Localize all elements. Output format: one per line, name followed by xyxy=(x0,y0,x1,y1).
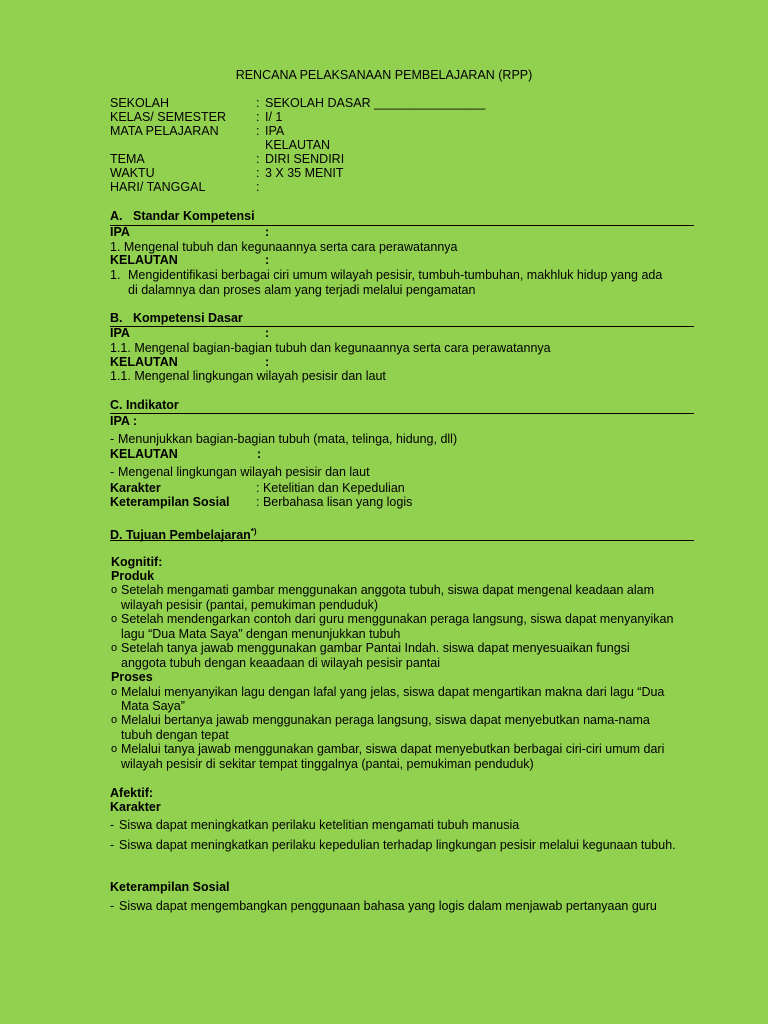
kd-ipa-item: 1.1. Mengenal bagian-bagian tubuh dan kegunaannya serta cara perawatannya xyxy=(110,341,551,355)
produk-item-3: Setelah tanya jawab menggunakan gambar Pantai Indah. siswa dapat menyesuaikan fungsi xyxy=(121,641,630,655)
proses-item-1-cont: Mata Saya” xyxy=(121,699,185,713)
kd-letter: B. xyxy=(110,311,123,325)
identity-label-kelas: KELAS/ SEMESTER xyxy=(110,110,227,124)
proses-label: Proses xyxy=(111,670,153,684)
sk-divider xyxy=(110,225,694,226)
sk-ipa-colon: : xyxy=(265,225,270,239)
kd-heading: Kompetensi Dasar xyxy=(133,311,243,325)
sk-ipa-label: IPA xyxy=(110,225,130,239)
afektif-label: Afektif: xyxy=(110,786,154,800)
produk-item-3-cont: anggota tubuh dengan keaadaan di wilayah pesisir pantai xyxy=(121,656,440,670)
identity-label-hari: HARI/ TANGGAL xyxy=(110,180,206,194)
dash-bullet: - xyxy=(110,465,115,479)
identity-value-tema: DIRI SENDIRI xyxy=(265,152,345,166)
circle-bullet-icon: o xyxy=(111,686,118,698)
identity-separator: : xyxy=(256,152,260,166)
kd-kelautan-colon: : xyxy=(265,355,270,369)
identity-label-mapel: MATA PELAJARAN xyxy=(110,124,219,138)
dash-bullet: - xyxy=(110,432,115,446)
indikator-ipa-label: IPA : xyxy=(110,414,138,428)
identity-label-sekolah: SEKOLAH xyxy=(110,96,170,110)
kd-kelautan-item: 1.1. Mengenal lingkungan wilayah pesisir dan laut xyxy=(110,369,386,383)
circle-bullet-icon: o xyxy=(111,714,118,726)
indikator-divider xyxy=(110,413,694,414)
proses-item-2: Melalui bertanya jawab menggunakan peraga langsung, siswa dapat menyebutkan nama-nama xyxy=(121,713,650,727)
circle-bullet-icon: o xyxy=(111,743,118,755)
identity-separator: : xyxy=(256,124,260,138)
sk-kelautan-label: KELAUTAN xyxy=(110,253,178,267)
kd-kelautan-label: KELAUTAN xyxy=(110,355,178,369)
identity-label-tema: TEMA xyxy=(110,152,145,166)
sk-kelautan-item-cont: di dalamnya dan proses alam yang terjadi melalui pengamatan xyxy=(128,283,476,297)
identity-value-kelas: I/ 1 xyxy=(265,110,283,124)
indikator-kelautan-colon: : xyxy=(257,447,262,461)
indikator-kelautan-item: Mengenal lingkungan wilayah pesisir dan laut xyxy=(118,465,370,479)
produk-item-2-cont: lagu “Dua Mata Saya” dengan menunjukkan tubuh xyxy=(121,627,401,641)
produk-item-1: Setelah mengamati gambar menggunakan anggota tubuh, siswa dapat mengenal keadaan alam xyxy=(121,583,655,597)
identity-value-mapel-2: KELAUTAN xyxy=(265,138,331,152)
identity-label-waktu: WAKTU xyxy=(110,166,155,180)
produk-item-1-cont: wilayah pesisir (pantai, pemukiman penduduk) xyxy=(121,598,379,612)
indikator-ks-label: Keterampilan Sosial xyxy=(110,495,230,509)
indikator-karakter-value: : Ketelitian dan Kepedulian xyxy=(256,481,405,495)
proses-item-3: Melalui tanya jawab menggunakan gambar, siswa dapat menyebutkan berbagai ciri-ciri umum dari xyxy=(121,742,665,756)
kd-ipa-colon: : xyxy=(265,326,270,340)
identity-value-waktu: 3 X 35 MENIT xyxy=(265,166,344,180)
sk-kelautan-item: Mengidentifikasi berbagai ciri umum wilayah pesisir, tumbuh-tumbuhan, makhluk hidup yang ada xyxy=(128,268,663,282)
sk-letter: A. xyxy=(110,209,123,223)
sk-heading: Standar Kompetensi xyxy=(133,209,255,223)
circle-bullet-icon: o xyxy=(111,613,118,625)
indikator-ks-value: : Berbahasa lisan yang logis xyxy=(256,495,413,509)
kd-divider xyxy=(110,326,694,327)
tujuan-divider xyxy=(110,540,694,541)
ks-item: Siswa dapat mengembangkan penggunaan bahasa yang logis dalam menjawab pertanyaan guru xyxy=(119,899,657,913)
identity-value-sekolah: SEKOLAH DASAR ________________ xyxy=(265,96,486,110)
kd-ipa-label: IPA xyxy=(110,326,130,340)
tujuan-heading-sup: *) xyxy=(250,527,257,536)
kognitif-label: Kognitif: xyxy=(111,555,163,569)
sk-kelautan-num: 1. xyxy=(110,268,121,282)
produk-label: Produk xyxy=(111,569,155,583)
indikator-kelautan-label: KELAUTAN xyxy=(110,447,178,461)
ks-label: Keterampilan Sosial xyxy=(110,880,230,894)
dash-bullet: - xyxy=(110,838,115,852)
proses-item-3-cont: wilayah pesisir di sekitar tempat tinggalnya (pantai, pemukiman penduduk) xyxy=(121,757,534,771)
produk-item-2: Setelah mendengarkan contoh dari guru menggunakan peraga langsung, siswa dapat menyanyikan xyxy=(121,612,674,626)
indikator-karakter-label: Karakter xyxy=(110,481,161,495)
circle-bullet-icon: o xyxy=(111,584,118,596)
karakter-label: Karakter xyxy=(110,800,161,814)
circle-bullet-icon: o xyxy=(111,642,118,654)
identity-separator: : xyxy=(256,166,260,180)
tujuan-heading-text: D. Tujuan Pembelajaran xyxy=(110,528,251,543)
identity-separator: : xyxy=(256,180,260,194)
indikator-ipa-item: Menunjukkan bagian-bagian tubuh (mata, telinga, hidung, dll) xyxy=(118,432,458,446)
indikator-heading: C. Indikator xyxy=(110,398,179,412)
karakter-item-1: Siswa dapat meningkatkan perilaku ketelitian mengamati tubuh manusia xyxy=(119,818,520,832)
identity-value-mapel: IPA xyxy=(265,124,285,138)
identity-separator: : xyxy=(256,110,260,124)
dash-bullet: - xyxy=(110,818,115,832)
karakter-item-2: Siswa dapat meningkatkan perilaku kepedulian terhadap lingkungan pesisir melalui kegunaan tubuh. xyxy=(119,838,676,852)
identity-separator: : xyxy=(256,96,260,110)
sk-kelautan-colon: : xyxy=(265,253,270,267)
dash-bullet: - xyxy=(110,899,115,913)
proses-item-2-cont: tubuh dengan tepat xyxy=(121,728,229,742)
proses-item-1: Melalui menyanyikan lagu dengan lafal yang jelas, siswa dapat mengartikan makna dari lagu “Dua xyxy=(121,685,665,699)
page-title: RENCANA PELAKSANAAN PEMBELAJARAN (RPP) xyxy=(235,68,533,82)
sk-ipa-item: 1. Mengenal tubuh dan kegunaannya serta cara perawatannya xyxy=(110,240,458,254)
